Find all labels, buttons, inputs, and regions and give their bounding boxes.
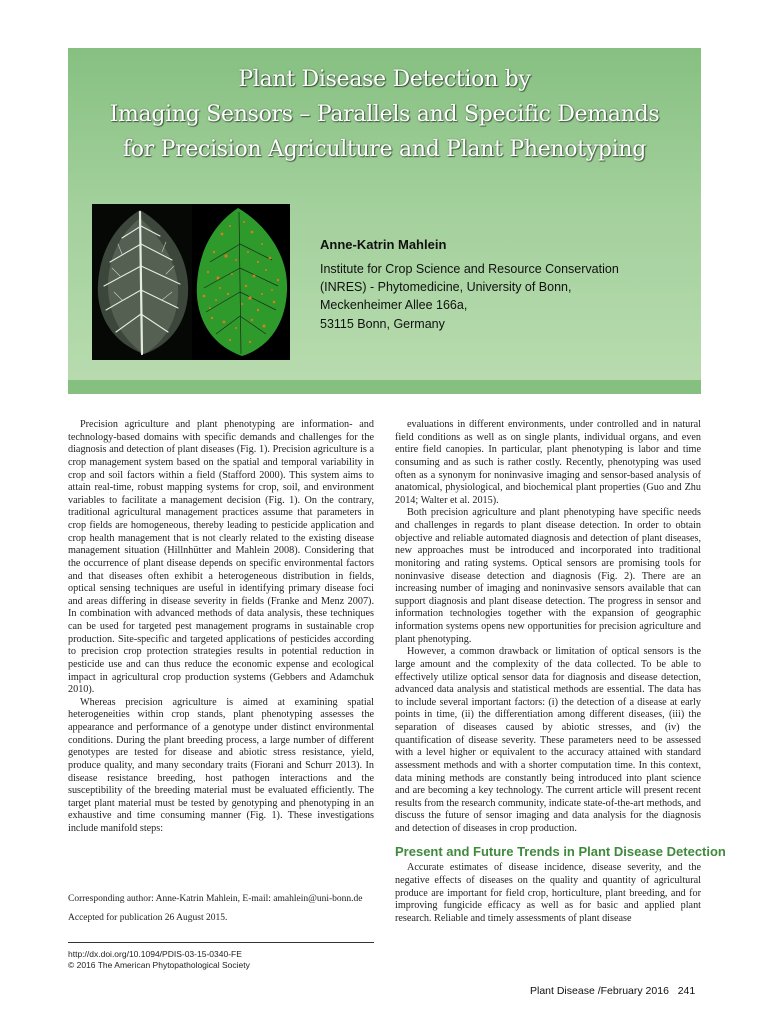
right-column (395, 419, 726, 925)
body-paragraph: evaluations in different environments, under controlled and in natural field conditions as well as on single plants, individual organs, and even entire field canopies. In particular, plant phenotyping is labor and time consuming and as such is rather costly. Recently, phenotyping was used often as a synonym for noninvasive imaging and sensor-based analysis of anatomical, physiological, and biochemical plant properties (Guo and Zhu 2014; Walter et al. 2015). (395, 419, 701, 506)
title-line-3: for Precision Agriculture and Plant Phenotyping (122, 137, 647, 162)
footnote-divider (68, 942, 374, 943)
body-paragraph: Accurate estimates of disease incidence, disease severity, and the negative effects of diseases on the quality and quantity of agricultural produce are important for field crop, horticulture, plant breeding, and for improving fungicide efficacy as well as for basic and applied plant research. Reliable and timely assessments of plant disease (395, 862, 701, 924)
title-line-1: Plant Disease Detection by (238, 67, 531, 92)
page-footer (530, 985, 695, 997)
body-paragraph: Both precision agriculture and plant phenotyping have specific needs and challenges in regards to plant disease detection. In order to obtain objective and reliable automated diagnosis and detection of plant diseases, new approaches must be introduced and incorporated into traditional monitoring and rating systems. Optical sensors are promising tools for noninvasive disease detection and diagnosis (Fig. 2). There are an increasing number of imaging and noninvasive sensors available that can support diagnosis and plant disease detection. The progress in sensor and information technologies together with the expansion of geographic information systems opens new opportunities for precision agriculture and plant phenotyping. (395, 507, 701, 645)
body-paragraph: However, a common drawback or limitation of optical sensors is the large amount and the complexity of the data collected. To be able to effectively utilize optical sensor data for diagnosis and disease detection, advanced data analysis and statistical methods are essential. The data has to include several important factors: (i) the detection of a disease at early points in time, (ii) the differentiation among different diseases, (iii) the separation of diseases caused by abiotic stresses, and (iv) the quantification of disease severity. These parameters need to be assessed with a level higher or equivalent to the accuracy attained with standard assessment methods and with a shorter computation time. In this context, data mining methods are constantly being introduced into plant science and are becoming a key technology. The current article will present recent results from the research community, indicate state-of-the-art methods, and discuss the future of sensor imaging and data analysis for the diagnosis and detection of diseases in crop production. (395, 646, 701, 834)
affiliation-line: 53115 Bonn, Germany (320, 316, 445, 331)
body-paragraph: Whereas precision agriculture is aimed at examining spatial heterogeneities within crop stands, plant phenotyping assesses the appearance and performance of a genotype under distinct environmental conditions. During the plant breeding process, a large number of different genotypes are tested for disease and abiotic stress resistance, yield, produce quality, and many secondary traits (Fiorani and Schurr 2013). In disease resistance breeding, host pathogen interactions and the susceptibility of the breeding material must be evaluated efficiently. The target plant material must be tested by genotyping and phenotyping in an exhaustive and time consuming manner (Fig. 1). These investigations include manifold steps: (68, 696, 374, 834)
affiliation-line: (INRES) - Phytomedicine, University of Bonn, (320, 280, 572, 295)
affiliation-line: Meckenheimer Allee 166a, (320, 298, 468, 313)
section-heading: Present and Future Trends in Plant Disease Detection (395, 843, 726, 859)
doi-link[interactable]: http://dx.doi.org/10.1094/PDIS-03-15-0340-FE (68, 949, 242, 959)
author-name: Anne-Katrin Mahlein (320, 237, 447, 252)
banner-stripe (68, 380, 701, 394)
doi-block (68, 949, 250, 971)
copyright-notice: © 2016 The American Phytopathological Society (68, 960, 250, 970)
author-affiliation (320, 260, 619, 333)
acceptance-note: Accepted for publication 26 August 2015. (68, 913, 228, 923)
leaf-disease-map-image (192, 204, 290, 360)
body-paragraph: Precision agriculture and plant phenotyping are information- and technology-based domains with specific demands and challenges for the diagnosis and detection of plant diseases (Fig. 1). Precision agriculture is a crop management system based on the spatial and temporal variability in crop and soil factors within a field (Stafford 2000). This system aims to attain real-time, robust mapping systems for crop, soil, and environment variables to facilitate a management decision (Fig. 1). On the contrary, traditional agricultural management practices assume that parameters in crop fields are homogeneous, thereby leading to pesticide application and crop health management that is not clearly related to the existing disease management situation (Hillnhütter and Mahlein 2008). Considering that the occurrence of plant disease depends on specific environmental factors and that diseases often exhibit a heterogeneous distribution in fields, optical sensing techniques are useful in identifying primary disease foci and areas differing in disease severity in fields (Franke and Menz 2007). In combination with advanced methods of data analysis, these techniques can be used for targeted pest management programs in sustainable crop production. Site-specific and targeted applications of pesticides according to precision crop protection strategies results in potential reduction in pesticide use and can thus reduce the economic expense and ecological impact in agricultural crop production systems (Gebbers and Adamchuk 2010). (68, 419, 374, 696)
journal-date: Plant Disease /February 2016 (530, 985, 669, 997)
corresponding-author-note: Corresponding author: Anne-Katrin Mahlein, E-mail: amahlein@uni-bonn.de (68, 894, 363, 904)
article-title (68, 62, 701, 167)
left-column (68, 419, 374, 836)
leaf-photo-image (92, 204, 192, 360)
affiliation-line: Institute for Crop Science and Resource Conservation (320, 262, 619, 276)
page-number: 241 (677, 985, 696, 997)
title-line-2: Imaging Sensors – Parallels and Specific Demands (109, 102, 660, 127)
